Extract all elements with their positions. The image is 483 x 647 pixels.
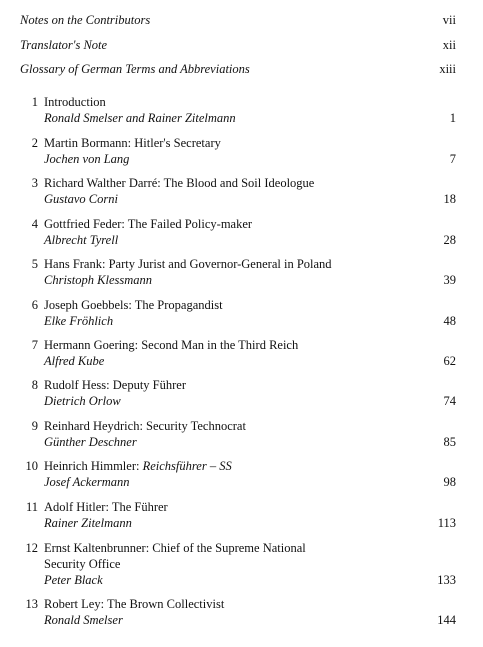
page-number: 1 [449, 111, 456, 125]
front-matter-label: Notes on the Contributors [20, 13, 151, 27]
chapter-title: Adolf Hitler: The Führer [44, 500, 168, 514]
chapter-title-italic: Reichsführer – SS [142, 459, 232, 473]
chapter-number: 6 [31, 298, 38, 312]
chapter-title: Richard Walther Darré: The Blood and Soil Ideologue [44, 176, 315, 190]
chapter-author: Josef Ackermann [44, 475, 130, 489]
front-matter-label: Translator's Note [20, 38, 108, 52]
page-number: 74 [443, 394, 456, 408]
chapter-title: Rudolf Hess: Deputy Führer [44, 378, 186, 392]
chapter-number: 12 [25, 541, 38, 555]
chapter-author: Alfred Kube [44, 354, 105, 368]
chapter-title: Martin Bormann: Hitler's Secretary [44, 136, 221, 150]
chapter-author: Jochen von Lang [44, 152, 130, 166]
page-number: 28 [443, 233, 456, 247]
chapter-title: Introduction [44, 95, 106, 109]
page-number: 62 [443, 354, 456, 368]
chapter-title: Hans Frank: Party Jurist and Governor-General in Poland [44, 257, 332, 271]
chapter-number: 2 [31, 136, 38, 150]
chapter-author: Elke Fröhlich [44, 314, 114, 328]
chapter-author: Peter Black [44, 573, 103, 587]
chapter-author: Albrecht Tyrell [44, 233, 119, 247]
chapter-number: 9 [31, 419, 38, 433]
chapter-number: 5 [31, 257, 38, 271]
front-matter-label: Glossary of German Terms and Abbreviations [20, 62, 250, 76]
chapter-number: 8 [31, 378, 38, 392]
chapter-number: 4 [31, 217, 38, 231]
chapter-title: Hermann Goering: Second Man in the Third Reich [44, 338, 299, 352]
page-number: 7 [449, 152, 456, 166]
chapter-number: 13 [25, 597, 38, 611]
chapter-title: Reinhard Heydrich: Security Technocrat [44, 419, 246, 433]
chapter-number: 10 [25, 459, 38, 473]
page-number: vii [442, 13, 456, 27]
chapter-title-line-1: Ernst Kaltenbrunner: Chief of the Supreme National [44, 541, 306, 555]
page-number: 113 [437, 516, 456, 530]
chapter-author: Gustavo Corni [44, 192, 118, 206]
page-number: xiii [439, 62, 456, 76]
chapter-author: Christoph Klessmann [44, 273, 153, 287]
chapter-title: Robert Ley: The Brown Collectivist [44, 597, 225, 611]
chapter-title-plain: Heinrich Himmler: [44, 459, 143, 473]
chapter-number: 7 [31, 338, 38, 352]
page-number: 85 [443, 435, 456, 449]
chapter-number: 1 [31, 95, 38, 109]
page-number: 144 [437, 613, 456, 627]
chapter-author: Günther Deschner [44, 435, 137, 449]
page-number: 133 [437, 573, 456, 587]
page-number: 39 [443, 273, 456, 287]
chapter-number: 11 [25, 500, 38, 514]
chapter-number: 3 [31, 176, 38, 190]
chapter-author: Rainer Zitelmann [44, 516, 132, 530]
chapter-title [44, 458, 232, 474]
chapter-title-line-2: Security Office [44, 557, 121, 571]
chapter-title: Gottfried Feder: The Failed Policy-maker [44, 217, 253, 231]
chapter-author: Ronald Smelser and Rainer Zitelmann [44, 111, 236, 125]
chapter-title: Joseph Goebbels: The Propagandist [44, 298, 223, 312]
page-number: 48 [443, 314, 456, 328]
page-number: xii [442, 38, 456, 52]
chapter-author: Ronald Smelser [44, 613, 123, 627]
chapter-author: Dietrich Orlow [44, 394, 121, 408]
page-number: 18 [443, 192, 456, 206]
page-number: 98 [443, 475, 456, 489]
